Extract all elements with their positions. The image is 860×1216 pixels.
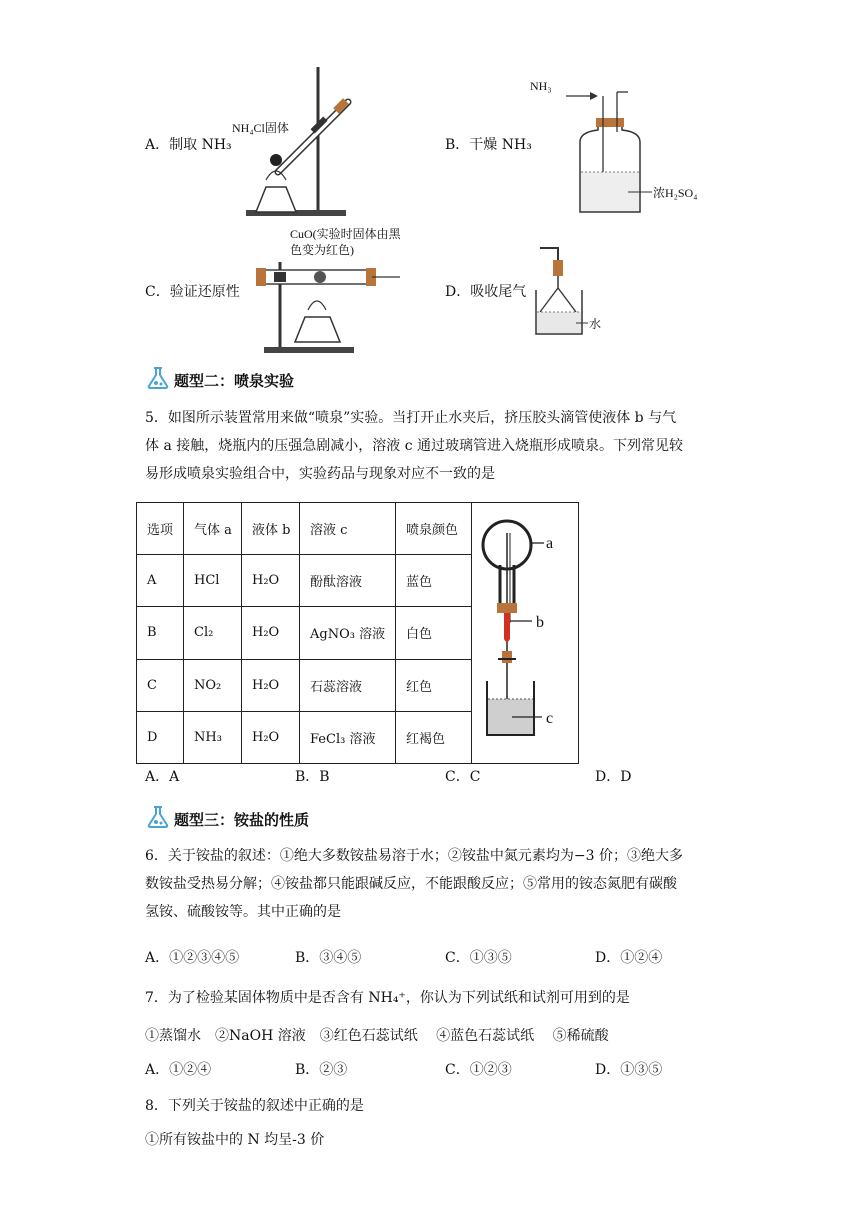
- table-cell: AgNO₃ 溶液: [300, 607, 396, 659]
- q5-table: [136, 502, 579, 764]
- q5-answer-c: C．C: [445, 769, 481, 785]
- q4-option-d-letter: D．: [445, 284, 471, 300]
- q5-stem-line1: 5．如图所示装置常用来做“喷泉”实验。当打开止水夹后，挤压胶头滴管使液体 b 与气: [145, 410, 677, 426]
- q5-stem: [145, 404, 683, 488]
- q6-answer-d: D．①②④: [595, 950, 663, 966]
- apparatus-b-acid-label: 浓H₂SO₄: [653, 186, 698, 200]
- q5-answer-b: B．B: [295, 769, 330, 785]
- apparatus-c-cuo-reduction: [250, 222, 410, 357]
- apparatus-d-water-label: 水: [589, 317, 602, 331]
- diagram-label-a: a: [546, 535, 554, 552]
- table-cell: 红褐色: [396, 711, 472, 763]
- table-cell: NH₃: [184, 711, 242, 763]
- table-cell: HCl: [184, 555, 242, 607]
- apparatus-b-gas-washing-bottle: [528, 72, 728, 217]
- apparatus-c-label-line2: 色变为红色): [290, 243, 354, 257]
- table-cell: A: [137, 555, 184, 607]
- q5-stem-line2: 体 a 接触，烧瓶内的压强急剧减小，溶液 c 通过玻璃管进入烧瓶形成喷泉。下列常见较: [145, 438, 683, 454]
- table-cell: H₂O: [242, 607, 300, 659]
- q7-answer-c: C．①②③: [445, 1062, 512, 1078]
- table-cell: 酚酞溶液: [300, 555, 396, 607]
- section2-title: 题型二：喷泉实验: [174, 372, 295, 390]
- table-cell: 白色: [396, 607, 472, 659]
- q6-stem-line2: 数铵盐受热易分解；④铵盐都只能跟碱反应，不能跟酸反应；⑤常用的铵态氮肥有碳酸: [145, 876, 677, 892]
- fountain-apparatus-diagram: [472, 503, 577, 759]
- table-cell: NO₂: [184, 659, 242, 711]
- q4-option-d-text: 吸收尾气: [470, 284, 527, 300]
- q6-stem-line3: 氢铵、硫酸铵等。其中正确的是: [145, 904, 341, 920]
- apparatus-b-nh3-label: NH₃: [530, 79, 552, 93]
- apparatus-c-label-line1: CuO(实验时固体由黑: [290, 227, 401, 241]
- table-cell: 红色: [396, 659, 472, 711]
- q4-option-b-text: 干燥 NH₃: [469, 137, 532, 153]
- table-header-cell: 喷泉颜色: [396, 503, 472, 555]
- q4-option-a-text: 制取 NH₃: [169, 137, 232, 153]
- q8-item1: ①所有铵盐中的 N 均呈-3 价: [145, 1132, 325, 1148]
- apparatus-d-tail-gas-absorption: [530, 240, 640, 340]
- table-cell: B: [137, 607, 184, 659]
- table-cell: H₂O: [242, 555, 300, 607]
- apparatus-a-heating-ammonia: [232, 62, 358, 222]
- q4-option-a-letter: A．: [145, 137, 170, 153]
- q6-stem-line1: 6．关于铵盐的叙述：①绝大多数铵盐易溶于水；②铵盐中氮元素均为−3 价；③绝大多: [145, 848, 683, 864]
- q8-stem: 8．下列关于铵盐的叙述中正确的是: [145, 1098, 364, 1114]
- table-header-cell: 液体 b: [242, 503, 300, 555]
- table-cell: D: [137, 711, 184, 763]
- q7-items: ①蒸馏水 ②NaOH 溶液 ③红色石蕊试纸 ④蓝色石蕊试纸 ⑤稀硫酸: [145, 1028, 609, 1044]
- table-cell: 石蕊溶液: [300, 659, 396, 711]
- diagram-label-c: c: [546, 710, 554, 727]
- q7-answer-b: B．②③: [295, 1062, 348, 1078]
- q4-option-c: [145, 282, 240, 302]
- q4-option-c-letter: C．: [145, 284, 170, 300]
- table-cell: 蓝色: [396, 555, 472, 607]
- table-header-cell: 选项: [137, 503, 184, 555]
- q4-option-a: [145, 135, 232, 155]
- q4-option-b-letter: B．: [445, 137, 470, 153]
- table-cell: Cl₂: [184, 607, 242, 659]
- q7-answer-d: D．①③⑤: [595, 1062, 663, 1078]
- q5-answer-d: D．D: [595, 769, 632, 785]
- table-header-cell: 气体 a: [184, 503, 242, 555]
- q5-stem-line3: 易形成喷泉实验组合中，实验药品与现象对应不一致的是: [145, 466, 495, 482]
- q7-answer-a: A．①②④: [145, 1062, 212, 1078]
- table-cell: H₂O: [242, 659, 300, 711]
- table-header-cell: 溶液 c: [300, 503, 396, 555]
- flask-icon: [146, 366, 170, 390]
- flask-icon: [146, 805, 170, 829]
- table-cell: C: [137, 659, 184, 711]
- table-cell: FeCl₃ 溶液: [300, 711, 396, 763]
- diagram-label-b: b: [536, 614, 544, 631]
- q6-answer-b: B．③④⑤: [295, 950, 362, 966]
- q5-answer-a: A．A: [145, 769, 180, 785]
- q6-stem: [145, 842, 683, 926]
- q4-option-c-text: 验证还原性: [169, 284, 240, 300]
- q6-answer-a: A．①②③④⑤: [145, 950, 240, 966]
- q4-option-d: [445, 282, 526, 302]
- section3-title: 题型三：铵盐的性质: [174, 811, 310, 829]
- fountain-diagram-cell: [472, 503, 579, 764]
- table-header-row: [137, 503, 579, 555]
- q7-stem: 7．为了检验某固体物质中是否含有 NH₄⁺，你认为下列试纸和试剂可用到的是: [145, 990, 630, 1006]
- table-cell: H₂O: [242, 711, 300, 763]
- q6-answer-c: C．①③⑤: [445, 950, 512, 966]
- q4-option-b: [445, 135, 532, 155]
- apparatus-a-label: NH₄Cl固体: [232, 121, 289, 135]
